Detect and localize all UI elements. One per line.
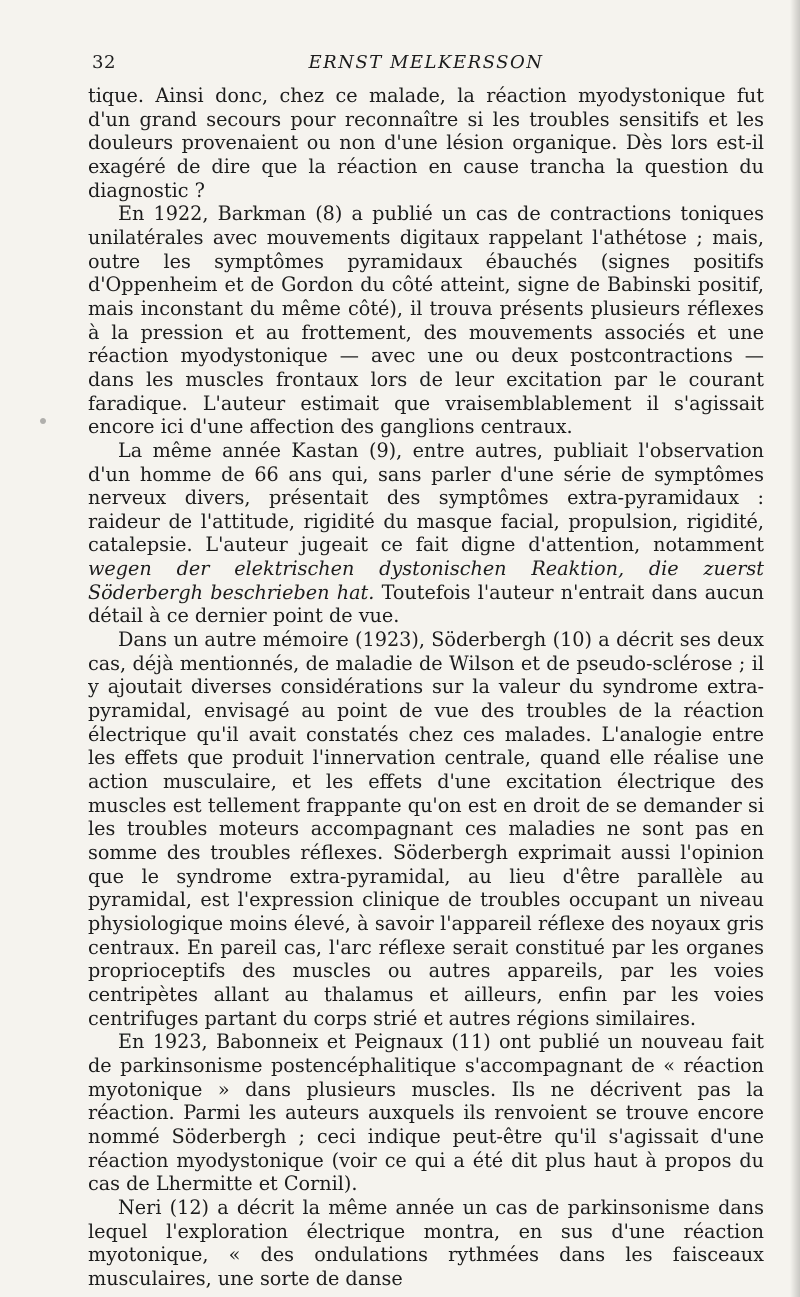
paragraph-2: En 1922, Barkman (8) a publié un cas de contractions toniques unilatérales avec mouvements digitaux rappelant l'athétose ; mais, outre les symptômes pyramidaux ébauchés (signes positifs d'Oppenheim et de Gordon du côté atteint, signe de Babinski positif, mais inconstant du même côté), il trouva présents plusieurs réflexes à la pression et au frottement, des mouvements associés et une réaction myodystonique — avec une ou deux postcontractions — dans les muscles frontaux lors de leur excitation par le courant faradique. L'auteur estimait que vraisemblablement il s'agissait encore ici d'une affection des ganglions centraux. [88, 202, 764, 439]
page-number: 32 [92, 52, 116, 73]
paragraph-5: En 1923, Babonneix et Peignaux (11) ont publié un nouveau fait de parkinsonisme postencéphalitique s'accompagnant de « réaction myotonique » dans plusieurs muscles. Ils ne décrivent pas la réaction. Parmi les auteurs auxquels ils renvoient se trouve encore nommé Söderbergh ; ceci indique peut-être qu'il s'agissait d'une réaction myodystonique (voir ce qui a été dit plus haut à propos du cas de Lhermitte et Cornil). [88, 1030, 764, 1196]
paragraph-3: La même année Kastan (9), entre autres, publiait l'observation d'un homme de 66 ans qui, sans parler d'une série de symptômes nerveux divers, présentait des symptômes extra-pyramidaux : raideur de l'attitude, rigidité du masque facial, propulsion, rigidité, catalepsie. L'auteur jugeait ce fait digne d'attention, notamment wegen der elektrischen dystonischen Reaktion, die zuerst Söderbergh beschrieben hat. Toutefois l'auteur n'entrait dans aucun détail à ce dernier point de vue. [88, 438, 764, 628]
margin-speck [40, 418, 46, 424]
body-text [88, 84, 764, 1289]
german-quotation: wegen der elektrischen dystonischen Reaktion, die zuerst Söderbergh beschrieben hat. [88, 557, 764, 604]
page-header [88, 52, 764, 80]
running-title: ERNST MELKERSSON [308, 52, 544, 73]
paragraph-4: Dans un autre mémoire (1923), Söderbergh (10) a décrit ses deux cas, déjà mentionnés, de maladie de Wilson et de pseudo-sclérose ; il y ajoutait diverses considérations sur la valeur du syndrome extra-pyramidal, envisagé au point de vue des troubles de la réaction électrique qu'il avait constatés chez ces malades. L'analogie entre les effets que produit l'innervation centrale, quand elle réalise une action musculaire, et les effets d'une excitation électrique des muscles est tellement frappante qu'on est en droit de se demander si les troubles moteurs accompagnant ces maladies ne sont pas en somme des troubles réflexes. Söderbergh exprimait aussi l'opinion que le syndrome extra-pyramidal, au lieu d'être parallèle au pyramidal, est l'expression clinique de troubles occupant un niveau physiologique moins élevé, à savoir l'appareil réflexe des noyaux gris centraux. En pareil cas, l'arc réflexe serait constitué par les organes proprioceptifs des muscles ou autres appareils, par les voies centripètes allant au thalamus et ailleurs, enfin par les voies centrifuges partant du corps strié et autres régions similaires. [88, 628, 764, 1030]
paragraph-1: tique. Ainsi donc, chez ce malade, la réaction myodystonique fut d'un grand secours pour reconnaître si les troubles sensitifs et les douleurs provenaient ou non d'une lésion organique. Dès lors est-il exagéré de dire que la réaction en cause trancha la question du diagnostic ? [88, 84, 764, 202]
paragraph-6: Neri (12) a décrit la même année un cas de parkinsonisme dans lequel l'exploration électrique montra, en sus d'une réaction myotonique, « des ondulations rythmées dans les faisceaux musculaires, une sorte de danse [88, 1195, 764, 1289]
page-edge-shadow [790, 0, 800, 1297]
